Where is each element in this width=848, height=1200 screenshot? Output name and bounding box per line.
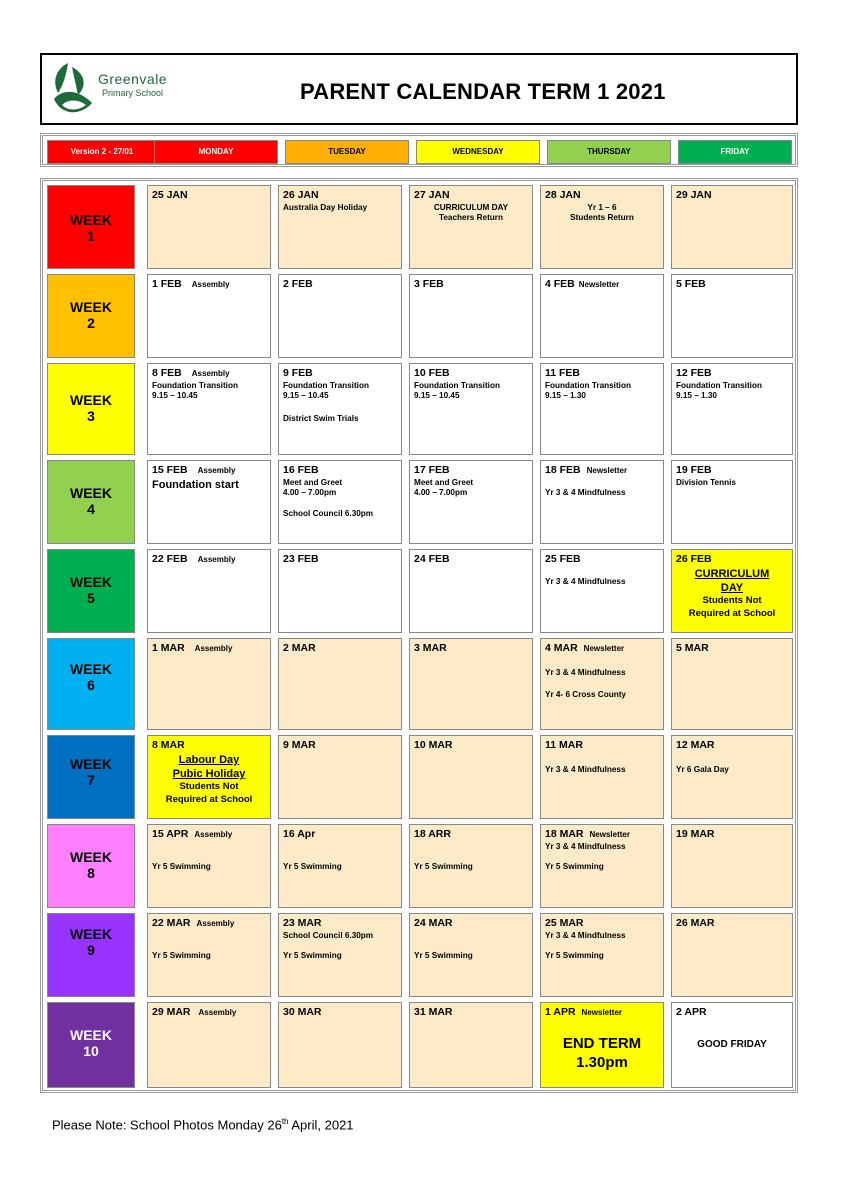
cell-r6-tue: 2 MAR <box>278 638 402 730</box>
cell-r10-thu: 1 APR Newsletter END TERM 1.30pm <box>540 1002 664 1088</box>
week-label-3: WEEK 3 <box>47 363 135 455</box>
cell-r7-thu: 11 MAR Yr 3 & 4 Mindfulness <box>540 735 664 819</box>
cell-r4-fri: 19 FEB Division Tennis <box>671 460 793 544</box>
cell-r5-fri: 26 FEB CURRICULUM DAY Students Not Required at School <box>671 549 793 633</box>
cell-r2-wed: 3 FEB <box>409 274 533 358</box>
cell-r3-mon: 8 FEB Assembly Foundation Transition 9.15 – 10.45 <box>147 363 271 455</box>
cell-r4-tue: 16 FEB Meet and Greet 4.00 – 7.00pm School Council 6.30pm <box>278 460 402 544</box>
cell-r2-mon: 1 FEB Assembly <box>147 274 271 358</box>
cell-r6-mon: 1 MAR Assembly <box>147 638 271 730</box>
leaf-logo-icon <box>48 59 100 121</box>
cell-r8-mon: 15 APR Assembly Yr 5 Swimming <box>147 824 271 908</box>
cell-r10-mon: 29 MAR Assembly <box>147 1002 271 1088</box>
version-label: Version 2 - 27/01 <box>47 140 157 164</box>
day-header-monday: MONDAY <box>154 140 278 164</box>
cell-r8-tue: 16 Apr Yr 5 Swimming <box>278 824 402 908</box>
week-label-2: WEEK 2 <box>47 274 135 358</box>
week-label-10: WEEK 10 <box>47 1002 135 1088</box>
cell-r1-thu: 28 JAN Yr 1 – 6 Students Return <box>540 185 664 269</box>
cell-r5-tue: 23 FEB <box>278 549 402 633</box>
cell-r4-wed: 17 FEB Meet and Greet 4.00 – 7.00pm <box>409 460 533 544</box>
cell-r2-thu: 4 FEB Newsletter <box>540 274 664 358</box>
cell-r3-thu: 11 FEB Foundation Transition 9.15 – 1.30 <box>540 363 664 455</box>
cell-r6-wed: 3 MAR <box>409 638 533 730</box>
cell-r3-wed: 10 FEB Foundation Transition 9.15 – 10.45 <box>409 363 533 455</box>
day-header-friday: FRIDAY <box>678 140 792 164</box>
cell-r9-mon: 22 MAR Assembly Yr 5 Swimming <box>147 913 271 997</box>
cell-r4-thu: 18 FEB Newsletter Yr 3 & 4 Mindfulness <box>540 460 664 544</box>
cell-r8-fri: 19 MAR <box>671 824 793 908</box>
day-header-thursday: THURSDAY <box>547 140 671 164</box>
week-label-1: WEEK 1 <box>47 185 135 269</box>
cell-r1-wed: 27 JAN CURRICULUM DAY Teachers Return <box>409 185 533 269</box>
day-header-tuesday: TUESDAY <box>285 140 409 164</box>
footer-note: Please Note: School Photos Monday 26th April, 2021 <box>52 1117 354 1133</box>
cell-r2-fri: 5 FEB <box>671 274 793 358</box>
cell-r5-mon: 22 FEB Assembly <box>147 549 271 633</box>
cell-r6-thu: 4 MAR Newsletter Yr 3 & 4 Mindfulness Yr 4- 6 Cross County <box>540 638 664 730</box>
cell-r1-fri: 29 JAN <box>671 185 793 269</box>
week-label-5: WEEK 5 <box>47 549 135 633</box>
day-header-wednesday: WEDNESDAY <box>416 140 540 164</box>
cell-r3-tue: 9 FEB Foundation Transition 9.15 – 10.45 District Swim Trials <box>278 363 402 455</box>
school-subtitle: Primary School <box>102 88 164 98</box>
cell-r10-wed: 31 MAR <box>409 1002 533 1088</box>
week-label-8: WEEK 8 <box>47 824 135 908</box>
day-header-row <box>40 133 798 167</box>
cell-r7-wed: 10 MAR <box>409 735 533 819</box>
cell-r2-tue: 2 FEB <box>278 274 402 358</box>
cell-r7-mon: 8 MAR Labour Day Pubic Holiday Students Not Required at School <box>147 735 271 819</box>
cell-r9-thu: 25 MAR Yr 3 & 4 Mindfulness Yr 5 Swimming <box>540 913 664 997</box>
cell-r7-fri: 12 MAR Yr 6 Gala Day <box>671 735 793 819</box>
week-label-7: WEEK 7 <box>47 735 135 819</box>
page-title: PARENT CALENDAR TERM 1 2021 <box>300 79 666 104</box>
school-logo <box>48 59 208 121</box>
cell-r8-wed: 18 ARR Yr 5 Swimming <box>409 824 533 908</box>
cell-r9-wed: 24 MAR Yr 5 Swimming <box>409 913 533 997</box>
week-label-4: WEEK 4 <box>47 460 135 544</box>
cell-r5-thu: 25 FEB Yr 3 & 4 Mindfulness <box>540 549 664 633</box>
cell-r8-thu: 18 MAR Newsletter Yr 3 & 4 Mindfulness Yr 5 Swimming <box>540 824 664 908</box>
cell-r4-mon: 15 FEB Assembly Foundation start <box>147 460 271 544</box>
cell-r6-fri: 5 MAR <box>671 638 793 730</box>
cell-r1-tue: 26 JAN Australia Day Holiday <box>278 185 402 269</box>
week-label-6: WEEK 6 <box>47 638 135 730</box>
week-label-9: WEEK 9 <box>47 913 135 997</box>
cell-r7-tue: 9 MAR <box>278 735 402 819</box>
calendar-grid <box>40 178 798 1093</box>
cell-r10-fri: 2 APR GOOD FRIDAY <box>671 1002 793 1088</box>
cell-r9-tue: 23 MAR School Council 6.30pm Yr 5 Swimming <box>278 913 402 997</box>
header-box <box>40 53 798 125</box>
cell-r3-fri: 12 FEB Foundation Transition 9.15 – 1.30 <box>671 363 793 455</box>
cell-r5-wed: 24 FEB <box>409 549 533 633</box>
cell-r10-tue: 30 MAR <box>278 1002 402 1088</box>
cell-r9-fri: 26 MAR <box>671 913 793 997</box>
cell-r1-mon: 25 JAN <box>147 185 271 269</box>
school-name: Greenvale <box>98 71 168 87</box>
